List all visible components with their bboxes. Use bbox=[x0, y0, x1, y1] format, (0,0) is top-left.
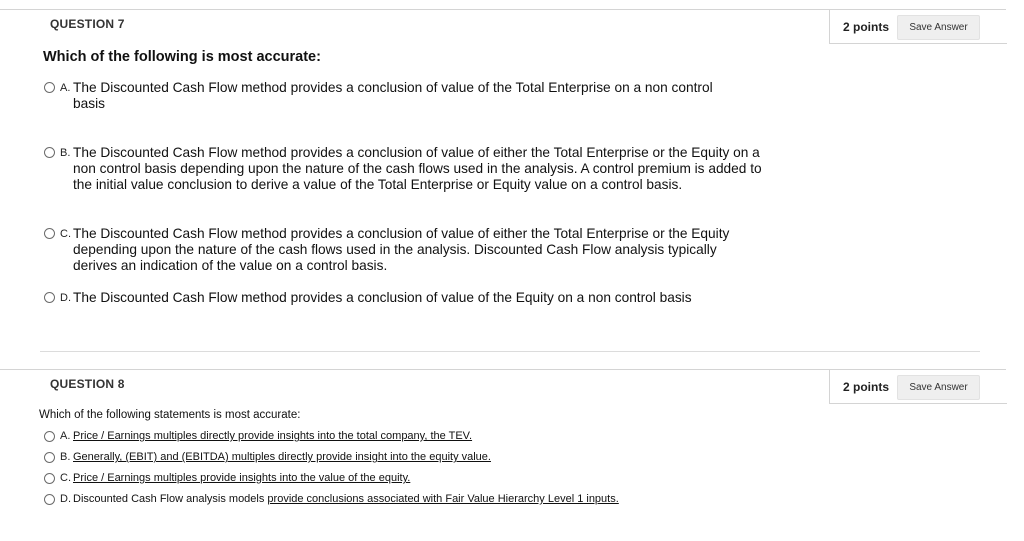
question-8-header bbox=[0, 370, 1006, 398]
question-8-option-a-radio[interactable] bbox=[44, 431, 55, 442]
question-8-option-a[interactable] bbox=[44, 430, 472, 443]
option-text-plain: Discounted Cash Flow analysis models bbox=[73, 493, 268, 505]
question-8-option-b[interactable] bbox=[44, 451, 491, 464]
question-7-option-a-radio[interactable] bbox=[44, 82, 55, 93]
question-8-option-b-radio[interactable] bbox=[44, 452, 55, 463]
question-7-title: QUESTION 7 bbox=[50, 17, 125, 31]
question-7-option-c[interactable] bbox=[44, 226, 753, 274]
option-text: The Discounted Cash Flow method provides a conclusion of value of either the Total Enterprise or the Equity on a non control basis depending upon the nature of the cash flows used in the analysis. A control premium is added to the initial value conclusion to derive a value of the Total Enterprise or Equity value on a control basis. bbox=[73, 145, 762, 192]
question-7-points-box bbox=[829, 10, 1007, 44]
option-text: The Discounted Cash Flow method provides a conclusion of value of either the Total Enterprise or the Equity depending upon the nature of the cash flows used in the analysis. Discounted Cash Flow analysis typically derives an indication of the value on a control basis. bbox=[73, 226, 730, 273]
option-letter: B. bbox=[60, 451, 71, 463]
option-letter: C. bbox=[60, 472, 71, 484]
question-7-option-d-radio[interactable] bbox=[44, 292, 55, 303]
question-7-option-b-radio[interactable] bbox=[44, 147, 55, 158]
option-text: The Discounted Cash Flow method provides a conclusion of value of the Equity on a non control basis bbox=[73, 290, 692, 305]
option-letter: C. bbox=[60, 228, 71, 240]
question-7-option-b[interactable] bbox=[44, 145, 773, 193]
question-8-option-c-radio[interactable] bbox=[44, 473, 55, 484]
option-text: Price / Earnings multiples directly provide insights into the total company, the TEV. bbox=[73, 430, 473, 442]
option-letter: D. bbox=[60, 493, 71, 505]
option-text: Price / Earnings multiples provide insights into the value of the equity. bbox=[73, 472, 411, 484]
question-8-save-answer-button[interactable]: Save Answer bbox=[897, 375, 980, 400]
question-7-prompt: Which of the following is most accurate: bbox=[43, 49, 321, 65]
question-7-option-a[interactable] bbox=[44, 80, 738, 112]
option-letter: A. bbox=[60, 430, 71, 442]
option-text bbox=[73, 493, 619, 506]
option-text-underlined: provide conclusions associated with Fair Value Hierarchy Level 1 inputs. bbox=[267, 493, 619, 505]
question-7-header bbox=[0, 10, 1006, 38]
question-8-option-c[interactable] bbox=[44, 472, 410, 485]
question-7-save-answer-button[interactable]: Save Answer bbox=[897, 15, 980, 40]
option-letter: B. bbox=[60, 147, 71, 159]
question-8-points-box bbox=[829, 370, 1007, 404]
question-8-option-d[interactable] bbox=[44, 493, 619, 506]
question-7-option-d[interactable] bbox=[44, 290, 773, 306]
question-8-title: QUESTION 8 bbox=[50, 377, 125, 391]
question-7-option-c-radio[interactable] bbox=[44, 228, 55, 239]
question-8-points: 2 points bbox=[843, 380, 890, 394]
option-text: The Discounted Cash Flow method provides a conclusion of value of the Total Enterprise on a non control basis bbox=[73, 80, 713, 111]
question-8-option-d-radio[interactable] bbox=[44, 494, 55, 505]
question-divider bbox=[40, 351, 980, 352]
option-letter: A. bbox=[60, 82, 71, 94]
question-7-points: 2 points bbox=[843, 20, 890, 34]
option-letter: D. bbox=[60, 292, 71, 304]
question-8-prompt: Which of the following statements is most accurate: bbox=[39, 409, 301, 421]
option-text: Generally, (EBIT) and (EBITDA) multiples directly provide insight into the equity value. bbox=[73, 451, 491, 463]
